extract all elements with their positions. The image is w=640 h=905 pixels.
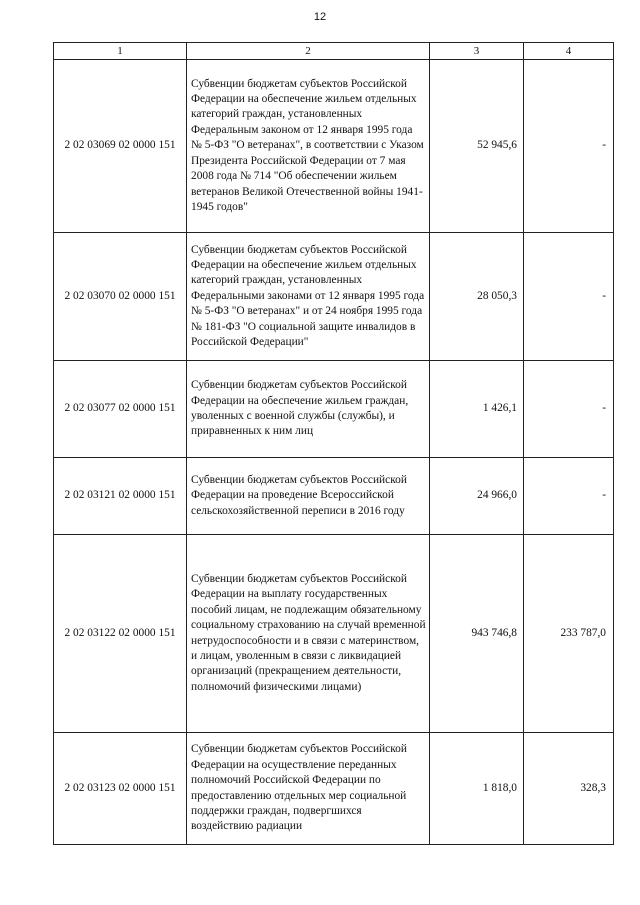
- table-row: [54, 60, 614, 233]
- table-row: [54, 733, 614, 845]
- row-amount: 52 945,6: [430, 60, 524, 233]
- row-code: 2 02 03121 02 0000 151: [54, 458, 187, 535]
- row-code: 2 02 03123 02 0000 151: [54, 733, 187, 845]
- row-description: Субвенции бюджетам субъектов Российской Федерации на обеспечение жильем отдельных категорий граждан, установленных Федеральными законами от 12 января 1995 года № 5-ФЗ "О ветеранах" и от 24 ноября 1995 года № 181-ФЗ "О социальной защите инвалидов в Российской Федерации": [187, 233, 430, 361]
- row-description: Субвенции бюджетам субъектов Российской Федерации на обеспечение жильем отдельных категорий граждан, установленных Федеральным законом от 12 января 1995 года № 5-ФЗ "О ветеранах", в соответствии с Указом Президента Российской Федерации от 7 мая 2008 года № 714 "Об обеспечении жильем ветеранов Великой Отечественной войны 1941-1945 годов": [187, 60, 430, 233]
- row-code: 2 02 03070 02 0000 151: [54, 233, 187, 361]
- header-col-4: 4: [524, 43, 614, 60]
- row-amount-2: 233 787,0: [524, 535, 614, 733]
- row-amount-2: -: [524, 458, 614, 535]
- row-description: Субвенции бюджетам субъектов Российской Федерации на выплату государственных пособий лицам, не подлежащим обязательному социальному страхованию на случай временной нетрудоспособности и в связи с материнством, и лицам, уволенным в связи с ликвидацией организаций (прекращением деятельности, полномочий физическими лицами): [187, 535, 430, 733]
- row-amount-2: -: [524, 60, 614, 233]
- table-row: [54, 233, 614, 361]
- row-amount-2: -: [524, 233, 614, 361]
- row-amount: 943 746,8: [430, 535, 524, 733]
- row-code: 2 02 03077 02 0000 151: [54, 361, 187, 458]
- row-description: Субвенции бюджетам субъектов Российской Федерации на проведение Всероссийской сельскохозяйственной переписи в 2016 году: [187, 458, 430, 535]
- row-amount: 24 966,0: [430, 458, 524, 535]
- row-amount: 1 818,0: [430, 733, 524, 845]
- row-description: Субвенции бюджетам субъектов Российской Федерации на осуществление переданных полномочий Российской Федерации по предоставлению отдельных мер социальной поддержки граждан, подвергшихся воздействию радиации: [187, 733, 430, 845]
- row-description: Субвенции бюджетам субъектов Российской Федерации на обеспечение жильем граждан, уволенных с военной службы (службы), и приравненных к ним лиц: [187, 361, 430, 458]
- row-code: 2 02 03122 02 0000 151: [54, 535, 187, 733]
- table-row: [54, 361, 614, 458]
- table-header-row: [54, 43, 614, 60]
- header-col-2: 2: [187, 43, 430, 60]
- table-row: [54, 458, 614, 535]
- row-amount: 28 050,3: [430, 233, 524, 361]
- header-col-3: 3: [430, 43, 524, 60]
- row-amount-2: -: [524, 361, 614, 458]
- table-row: [54, 535, 614, 733]
- page-number: 12: [313, 11, 327, 23]
- header-col-1: 1: [54, 43, 187, 60]
- budget-table: [53, 42, 614, 845]
- row-amount-2: 328,3: [524, 733, 614, 845]
- row-amount: 1 426,1: [430, 361, 524, 458]
- row-code: 2 02 03069 02 0000 151: [54, 60, 187, 233]
